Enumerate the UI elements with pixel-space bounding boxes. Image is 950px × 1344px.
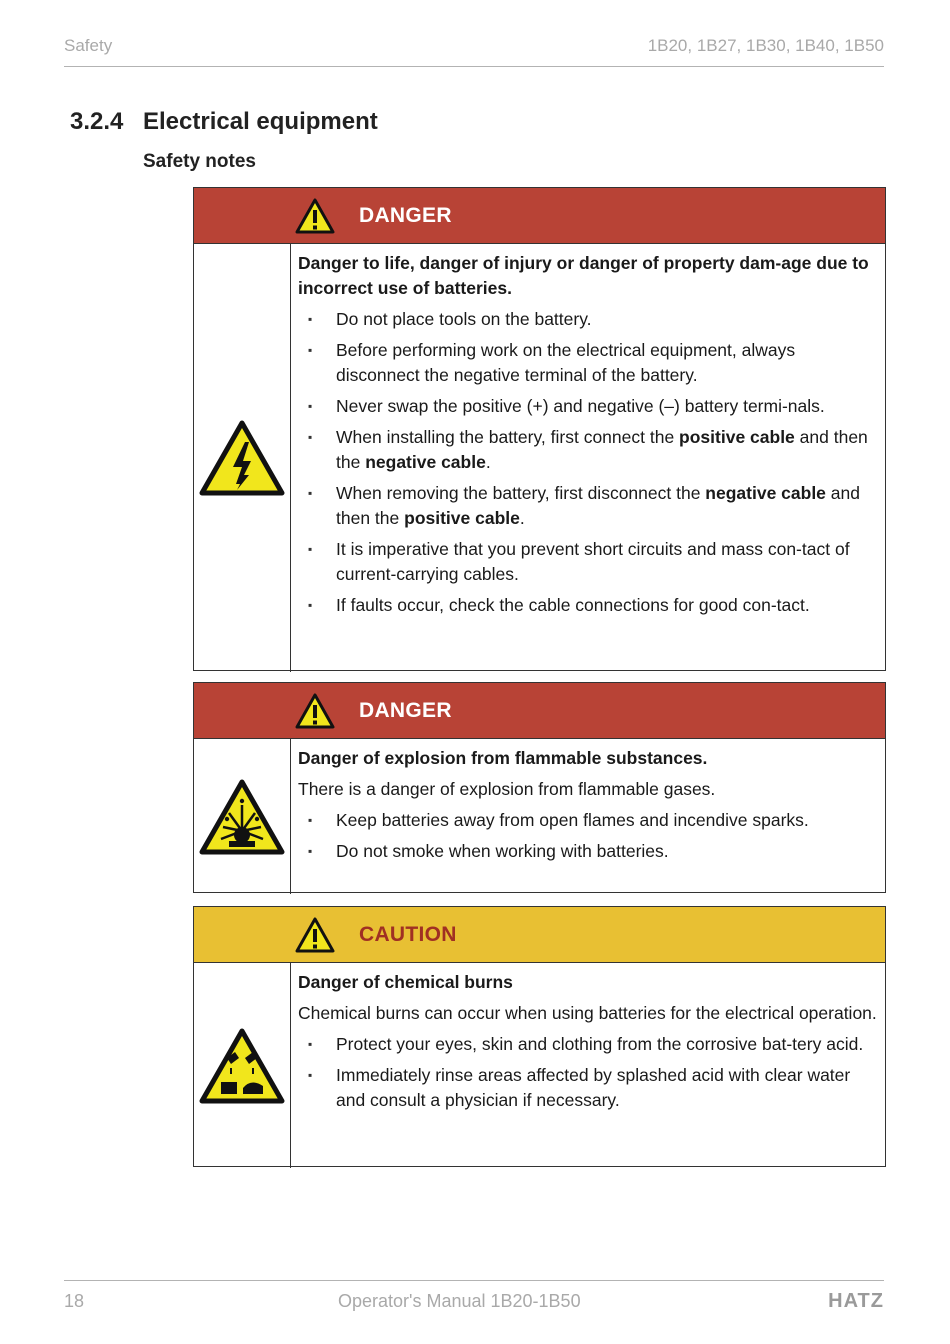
signal-word: DANGER — [359, 698, 452, 722]
list-item: ▪ Do not place tools on the battery. — [298, 307, 879, 332]
notice-body — [194, 962, 885, 1168]
hazard-description: There is a danger of explosion from flammable gases. — [298, 779, 716, 799]
header-divider — [64, 66, 884, 67]
hazard-symbol-cell — [194, 244, 291, 672]
danger-header — [194, 188, 885, 243]
hazard-symbol-cell — [194, 963, 291, 1168]
instruction-list — [298, 808, 879, 864]
section-number: 3.2.4 — [70, 108, 124, 135]
list-item: ▪ Never swap the positive (+) and negative (–) battery termi-nals. — [298, 394, 879, 419]
brand-logo: HATZ — [828, 1290, 884, 1312]
running-header-models: 1B20, 1B27, 1B30, 1B40, 1B50 — [647, 36, 884, 55]
notice-text — [291, 963, 885, 1168]
notice-text — [291, 739, 885, 894]
list-item: ▪ Immediately rinse areas affected by splashed acid with clear water and consult a physician if necessary. — [298, 1063, 879, 1113]
instruction-list — [298, 307, 879, 618]
hazard-statement: Danger of explosion from flammable substances. — [298, 748, 708, 768]
caution-header — [194, 907, 885, 962]
notice-text — [291, 244, 885, 672]
corrosive-substances-warning-icon — [199, 1028, 285, 1104]
running-header-section: Safety — [64, 36, 113, 55]
notice-body — [194, 738, 885, 894]
warning-triangle-icon — [295, 693, 335, 729]
instruction-list — [298, 1032, 879, 1113]
signal-word: CAUTION — [359, 922, 457, 946]
electrical-voltage-warning-icon — [199, 420, 285, 496]
section-subtitle: Safety notes — [143, 151, 256, 172]
footer-manual-title: Operator's Manual 1B20-1B50 — [338, 1291, 581, 1311]
hazard-symbol-cell — [194, 739, 291, 894]
caution-notice-chemical-burns — [193, 906, 886, 1167]
list-item: ▪ When removing the battery, first disconnect the negative cable and then the positive cable. — [298, 481, 879, 531]
explosive-substances-warning-icon — [199, 779, 285, 855]
footer-divider — [64, 1280, 884, 1281]
list-item: ▪ If faults occur, check the cable connections for good con-tact. — [298, 593, 879, 618]
list-item: ▪ Before performing work on the electrical equipment, always disconnect the negative terminal of the battery. — [298, 338, 879, 388]
list-item: ▪ Do not smoke when working with batteries. — [298, 839, 879, 864]
list-item: ▪ Keep batteries away from open flames and incendive sparks. — [298, 808, 879, 833]
section-title: Electrical equipment — [143, 108, 378, 135]
danger-notice-explosion — [193, 682, 886, 893]
signal-word: DANGER — [359, 203, 452, 227]
list-item: ▪ It is imperative that you prevent short circuits and mass con-tact of current-carrying cables. — [298, 537, 879, 587]
hazard-description: Chemical burns can occur when using batteries for the electrical operation. — [298, 1003, 877, 1023]
warning-triangle-icon — [295, 917, 335, 953]
hazard-statement: Danger to life, danger of injury or danger of property dam-age due to incorrect use of batteries. — [298, 253, 869, 298]
page-number: 18 — [64, 1291, 85, 1311]
danger-header — [194, 683, 885, 738]
warning-triangle-icon — [295, 198, 335, 234]
list-item: ▪ When installing the battery, first connect the positive cable and then the negative cable. — [298, 425, 879, 475]
hazard-statement: Danger of chemical burns — [298, 972, 513, 992]
danger-notice-batteries — [193, 187, 886, 671]
list-item: ▪ Protect your eyes, skin and clothing from the corrosive bat-tery acid. — [298, 1032, 879, 1057]
notice-body — [194, 243, 885, 672]
